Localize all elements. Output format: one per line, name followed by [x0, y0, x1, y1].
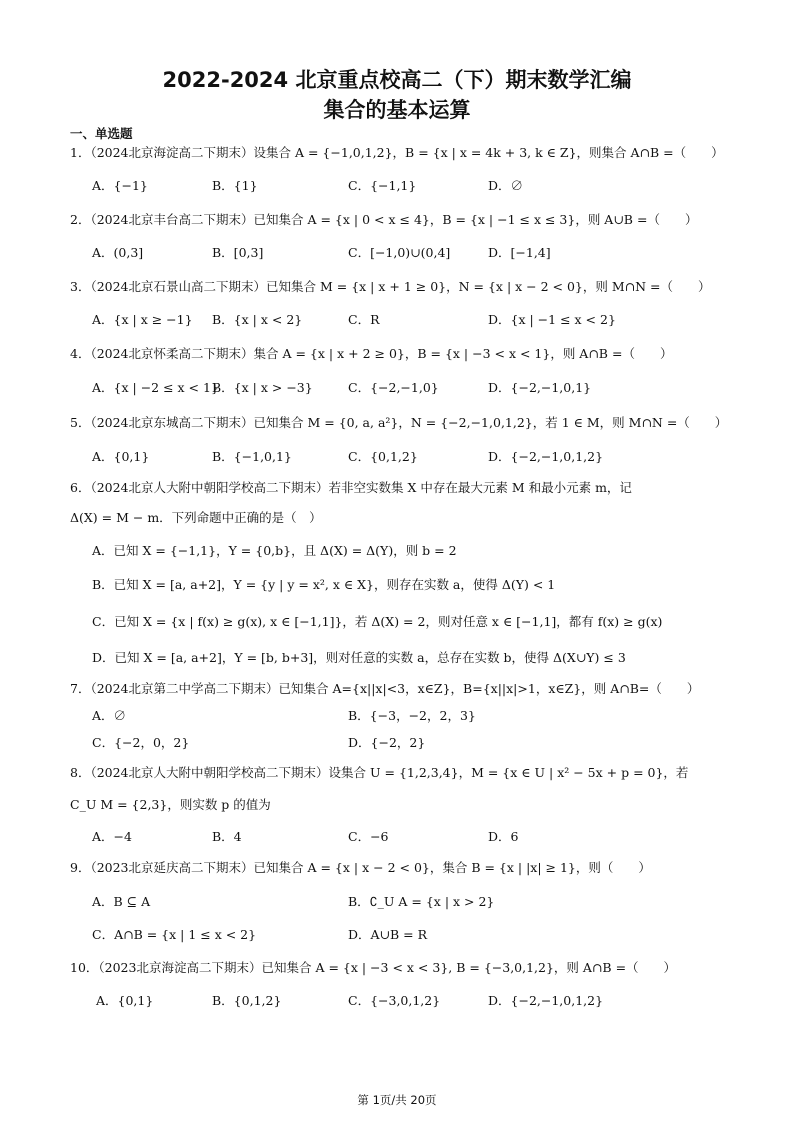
question-2-option-c: C．[−1,0)∪(0,4]: [348, 245, 451, 260]
question-1-option-c: C．{−1,1}: [348, 178, 417, 193]
question-3-option-a: A．{x | x ≥ −1}: [92, 312, 193, 327]
question-10-option-b: B．{0,1,2}: [212, 993, 282, 1008]
question-6-option-a: A．已知 X = {−1,1}，Y = {0,b}，且 Δ(X) = Δ(Y)，则 b = 2: [92, 543, 457, 558]
question-10-option-a: A．{0,1}: [96, 993, 154, 1008]
question-6-option-d: D．已知 X = [a, a+2]，Y = [b, b+3]，则对任意的实数 a，总存在实数 b，使得 Δ(X∪Y) ≤ 3: [92, 650, 626, 665]
document-title: 2022-2024 北京重点校高二（下）期末数学汇编: [162, 68, 632, 92]
question-1-option-b: B．{1}: [212, 178, 258, 193]
question-9-option-c: C．A∩B = {x | 1 ≤ x < 2}: [92, 927, 257, 942]
question-8-stem: 8．（2024北京人大附中朝阳学校高二下期末）设集合 U = {1,2,3,4}，M = {x ∈ U | x² − 5x + p = 0}，若: [70, 765, 689, 780]
question-8-stem-continued: C_U M = {2,3}，则实数 p 的值为: [70, 797, 271, 812]
question-3-stem: 3．（2024北京石景山高二下期末）已知集合 M = {x | x + 1 ≥ 0}，N = {x | x − 2 < 0}，则 M∩N =（ ）: [70, 279, 711, 294]
question-3-option-c: C．R: [348, 312, 380, 327]
question-4-stem: 4．（2024北京怀柔高二下期末）集合 A = {x | x + 2 ≥ 0}，B = {x | −3 < x < 1}，则 A∩B =（ ）: [70, 346, 673, 361]
question-4-option-d: D．{−2,−1,0,1}: [488, 380, 592, 395]
question-9-option-d: D．A∪B = R: [348, 927, 428, 942]
question-10-stem: 10．（2023北京海淀高二下期末）已知集合 A = {x | −3 < x < 3}, B = {−3,0,1,2}，则 A∩B =（ ）: [70, 960, 677, 975]
question-1-stem: 1．（2024北京海淀高二下期末）设集合 A = {−1,0,1,2}，B = {x | x = 4k + 3, k ∈ Z}，则集合 A∩B =（ ）: [70, 145, 724, 160]
question-1-option-d: D．∅: [488, 178, 524, 193]
question-5-stem: 5．（2024北京东城高二下期末）已知集合 M = {0, a, a²}，N = {−2,−1,0,1,2}，若 1 ∈ M，则 M∩N =（ ）: [70, 415, 728, 430]
question-9-option-b: B．∁_U A = {x | x > 2}: [348, 894, 495, 909]
question-5-option-d: D．{−2,−1,0,1,2}: [488, 449, 604, 464]
question-8-option-b: B．4: [212, 829, 242, 844]
question-6-option-c: C．已知 X = {x | f(x) ≥ g(x), x ∈ [−1,1]}，若 Δ(X) = 2，则对任意 x ∈ [−1,1]，都有 f(x) ≥ g(x): [92, 614, 663, 629]
question-6-stem-continued: Δ(X) = M − m．下列命题中正确的是（ ）: [70, 510, 322, 525]
question-6-stem: 6．（2024北京人大附中朝阳学校高二下期末）若非空实数集 X 中存在最大元素 M 和最小元素 m，记: [70, 480, 632, 495]
question-6-option-b: B．已知 X = [a, a+2]，Y = {y | y = x², x ∈ X}，则存在实数 a，使得 Δ(Y) < 1: [92, 577, 556, 592]
question-2-option-b: B．[0,3]: [212, 245, 264, 260]
page-number-footer: 第 1页/共 20页: [357, 1093, 437, 1107]
question-4-option-c: C．{−2,−1,0}: [348, 380, 439, 395]
question-2-stem: 2．（2024北京丰台高二下期末）已知集合 A = {x | 0 < x ≤ 4}，B = {x | −1 ≤ x ≤ 3}，则 A∪B =（ ）: [70, 212, 698, 227]
question-8-option-a: A．−4: [92, 829, 132, 844]
question-2-option-d: D．[−1,4]: [488, 245, 551, 260]
question-7-option-b: B．{−3，−2，2，3}: [348, 708, 476, 723]
question-3-option-b: B．{x | x < 2}: [212, 312, 303, 327]
question-4-option-b: B．{x | x > −3}: [212, 380, 313, 395]
section-heading: 一、单选题: [70, 126, 133, 141]
question-7-option-a: A．∅: [92, 708, 127, 723]
question-3-option-d: D．{x | −1 ≤ x < 2}: [488, 312, 616, 327]
question-10-option-d: D．{−2,−1,0,1,2}: [488, 993, 604, 1008]
question-7-option-d: D．{−2，2}: [348, 735, 426, 750]
question-9-option-a: A．B ⊆ A: [92, 894, 151, 909]
question-7-stem: 7．（2024北京第二中学高二下期末）已知集合 A={x||x|<3，x∈Z}，B={x||x|>1，x∈Z}，则 A∩B=（ ）: [70, 681, 700, 696]
question-5-option-a: A．{0,1}: [92, 449, 150, 464]
question-1-option-a: A．{−1}: [92, 178, 148, 193]
question-5-option-c: C．{0,1,2}: [348, 449, 418, 464]
question-2-option-a: A．(0,3]: [92, 245, 144, 260]
question-8-option-c: C．−6: [348, 829, 389, 844]
question-7-option-c: C．{−2，0，2}: [92, 735, 190, 750]
question-5-option-b: B．{−1,0,1}: [212, 449, 292, 464]
question-9-stem: 9．（2023北京延庆高二下期末）已知集合 A = {x | x − 2 < 0}，集合 B = {x | |x| ≥ 1}，则（ ）: [70, 860, 651, 875]
document-subtitle: 集合的基本运算: [323, 98, 471, 122]
question-10-option-c: C．{−3,0,1,2}: [348, 993, 441, 1008]
question-4-option-a: A．{x | −2 ≤ x < 1}: [92, 380, 219, 395]
question-8-option-d: D．6: [488, 829, 519, 844]
